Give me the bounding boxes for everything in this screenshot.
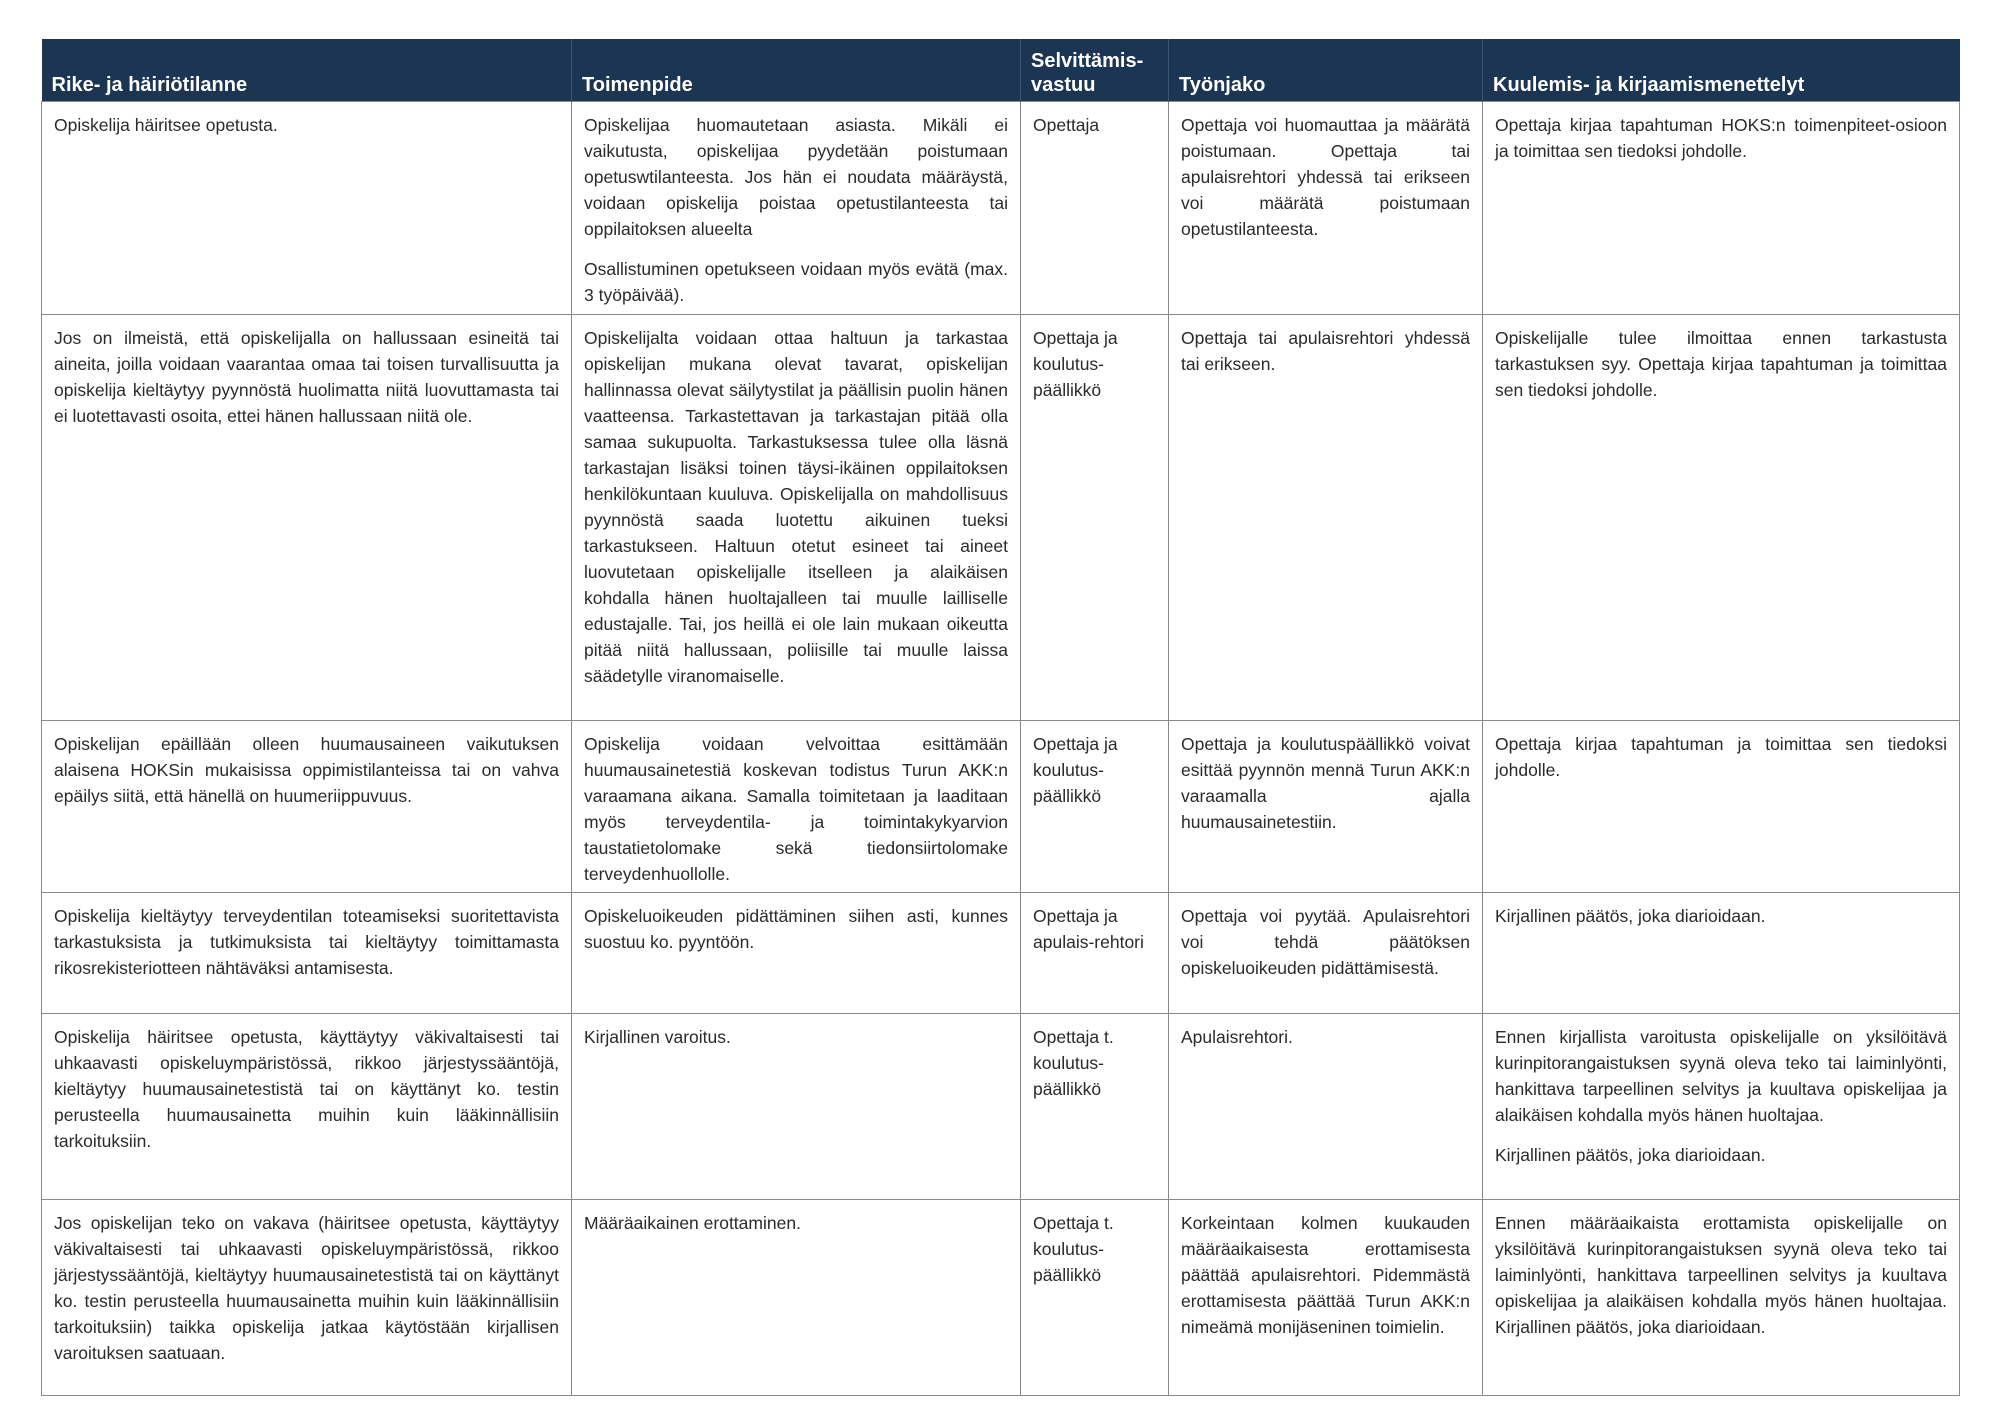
cell-text: Opiskeluoikeuden pidättäminen siihen asti, kunnes suostuu ko. pyyntöön. [584,906,1008,952]
cell-text: Opettaja ja koulutuspäällikkö voivat esittää pyynnön mennä Turun AKK:n varaamalla ajalla huumausainetestiin. [1181,734,1470,832]
cell-situation [42,1200,572,1396]
cell-procedure [1483,893,1960,1014]
cell-text: Jos on ilmeistä, että opiskelijalla on hallussaan esineitä tai aineita, joilla voidaan vaarantaa omaa tai toisen turvallisuutta ja opiskelija kieltäytyy pyynnöstä huolimatta niitä luovuttamasta tai ei luotettavasti osoita, ettei hänen hallussaan niitä ole. [54,328,559,426]
cell-text: Opiskelija häiritsee opetusta, käyttäytyy väkivaltaisesti tai uhkaavasti opiskeluympäristössä, rikkoo järjestyssääntöjä, kieltäytyy huumausainetestistä tai on käyttänyt ko. testin perusteella huumausainetta muihin kuin lääkinnällisiin tarkoituksiin. [54,1027,559,1151]
header-measure: Toimenpide [572,39,1021,102]
cell-division [1169,102,1483,315]
cell-text: Apulaisrehtori. [1181,1027,1293,1047]
discipline-table [41,39,1960,1396]
cell-text-extra: Kirjallinen päätös, joka diarioidaan. [1495,1145,1766,1165]
cell-text: Opettaja t. koulutus-päällikkö [1033,1213,1114,1285]
cell-situation [42,102,572,315]
cell-situation [42,721,572,893]
table-row [42,893,1960,1014]
cell-responsibility [1021,721,1169,893]
header-row [42,39,1960,102]
cell-procedure [1483,1014,1960,1200]
cell-situation [42,1014,572,1200]
cell-division [1169,1200,1483,1396]
cell-situation [42,315,572,721]
cell-division [1169,893,1483,1014]
cell-text: Opettaja kirjaa tapahtuman HOKS:n toimenpiteet-osioon ja toimittaa sen tiedoksi johdolle. [1495,115,1947,161]
cell-division [1169,1014,1483,1200]
cell-measure [572,1014,1021,1200]
cell-text: Opiskelija kieltäytyy terveydentilan toteamiseksi suoritettavista tarkastuksista ja tutkimuksista tai kieltäytyy toimittamasta rikosrekisteriotteen nähtäväksi antamisesta. [54,906,559,978]
cell-responsibility [1021,102,1169,315]
cell-text: Opiskelija häiritsee opetusta. [54,115,278,135]
table-row [42,102,1960,315]
header-situation: Rike- ja häiriötilanne [42,39,572,102]
cell-text-extra: Osallistuminen opetukseen voidaan myös evätä (max. 3 työpäivää). [584,259,1008,305]
cell-text: Opettaja ja koulutus-päällikkö [1033,328,1118,400]
header-division: Työnjako [1169,39,1483,102]
cell-situation [42,893,572,1014]
cell-text: Kirjallinen päätös, joka diarioidaan. [1495,906,1766,926]
cell-text: Kirjallinen varoitus. [584,1027,731,1047]
cell-procedure [1483,721,1960,893]
discipline-table-wrapper [41,39,1959,1396]
cell-procedure [1483,315,1960,721]
cell-text: Jos opiskelijan teko on vakava (häiritsee opetusta, käyttäytyy väkivaltaisesti tai uhkaavasti opiskeluympäristössä, rikkoo järjestyssääntöjä, kieltäytyy huumausainetestistä tai on käyttänyt ko. testin perusteella huumausainetta muihin kuin lääkinnällisiin tarkoituksiin) taikka opiskelija jatkaa käytöstään kirjallisen varoituksen saatuaan. [54,1213,559,1363]
table-row [42,721,1960,893]
cell-text: Opettaja voi huomauttaa ja määrätä poistumaan. Opettaja tai apulaisrehtori yhdessä tai erikseen voi määrätä poistumaan opetustilanteesta. [1181,115,1470,239]
cell-measure [572,721,1021,893]
header-procedure: Kuulemis- ja kirjaamismenettelyt [1483,39,1960,102]
cell-text: Opiskelija voidaan velvoittaa esittämään huumausainetestiä koskevan todistus Turun AKK:n varaamana aikana. Samalla toimitetaan ja laaditaan myös terveydentila- ja toimintakykyarvion taustatietolomake sekä tiedonsiirtolomake terveydenhuollolle. [584,734,1008,884]
cell-text: Määräaikainen erottaminen. [584,1213,801,1233]
cell-text: Opettaja kirjaa tapahtuman ja toimittaa sen tiedoksi johdolle. [1495,734,1947,780]
cell-text: Korkeintaan kolmen kuukauden määräaikaisesta erottamisesta päättää apulaisrehtori. Pidemmästä erottamisesta päättää Turun AKK:n nimeämä monijäseninen toimielin. [1181,1213,1470,1337]
cell-text: Opettaja voi pyytää. Apulaisrehtori voi tehdä päätöksen opiskeluoikeuden pidättämisestä. [1181,906,1470,978]
cell-text: Opettaja ja apulais-rehtori [1033,906,1144,952]
cell-measure [572,102,1021,315]
cell-responsibility [1021,893,1169,1014]
header-responsibility-text: Selvittämis- vastuu [1031,50,1144,96]
cell-text: Opiskelijaa huomautetaan asiasta. Mikäli ei vaikutusta, opiskelijaa pyydetään poistumaan opetuswtilanteesta. Jos hän ei noudata määräystä, voidaan opiskelija poistaa opetustilanteesta tai oppilaitoksen alueelta [584,115,1008,239]
cell-division [1169,315,1483,721]
cell-measure [572,893,1021,1014]
cell-text: Opiskelijalta voidaan ottaa haltuun ja tarkastaa opiskelijan mukana olevat tavarat, opiskelijan hallinnassa olevat säilytystilat ja päällisin puolin hänen vaatteensa. Tarkastettavan ja tarkastajan pitää olla samaa sukupuolta. Tarkastuksessa tulee olla läsnä tarkastajan lisäksi toinen täysi-ikäinen oppilaitoksen henkilökuntaan kuuluva. Opiskelijalla on mahdollisuus pyynnöstä saada luotettu aikuinen tueksi tarkastukseen. Haltuun otetut esineet tai aineet luovutetaan opiskelijalle itselleen ja alaikäisen kohdalla hänen huoltajalleen tai muulle lailliselle edustajalle. Tai, jos heillä ei ole lain mukaan oikeutta pitää niitä hallussaan, poliisille tai muulle laissa säädetylle viranomaiselle. [584,328,1008,686]
cell-text: Opettaja ja koulutus-päällikkö [1033,734,1118,806]
cell-text: Ennen kirjallista varoitusta opiskelijalle on yksilöitävä kurinpitorangaistuksen syynä oleva teko tai laiminlyönti, hankittava tarpeellinen selvitys ja kuultava opiskelijaa ja alaikäisen kohdalla myös hänen huoltajaa. [1495,1027,1947,1125]
cell-division [1169,721,1483,893]
table-row [42,1014,1960,1200]
cell-text: Opiskelijalle tulee ilmoittaa ennen tarkastusta tarkastuksen syy. Opettaja kirjaa tapahtuman ja toimittaa sen tiedoksi johdolle. [1495,328,1947,400]
cell-responsibility [1021,315,1169,721]
cell-text: Opettaja t. koulutus-päällikkö [1033,1027,1114,1099]
cell-measure [572,1200,1021,1396]
cell-procedure [1483,1200,1960,1396]
table-body [42,102,1960,1396]
cell-measure [572,315,1021,721]
table-row [42,1200,1960,1396]
header-responsibility [1021,39,1169,102]
cell-responsibility [1021,1200,1169,1396]
table-header [42,39,1960,102]
cell-text: Ennen määräaikaista erottamista opiskelijalle on yksilöitävä kurinpitorangaistuksen syynä oleva teko tai laiminlyönti, hankittava tarpeellinen selvitys ja kuultava opiskelijaa ja alaikäisen kohdalla myös hänen huoltajaa. Kirjallinen päätös, joka diarioidaan. [1495,1213,1947,1337]
cell-procedure [1483,102,1960,315]
cell-text: Opettaja [1033,115,1100,135]
cell-text: Opiskelijan epäillään olleen huumausaineen vaikutuksen alaisena HOKSin mukaisissa oppimistilanteissa tai on vahva epäilys siitä, että hänellä on huumeriippuvuus. [54,734,559,806]
cell-responsibility [1021,1014,1169,1200]
cell-text: Opettaja tai apulaisrehtori yhdessä tai erikseen. [1181,328,1470,374]
table-row [42,315,1960,721]
